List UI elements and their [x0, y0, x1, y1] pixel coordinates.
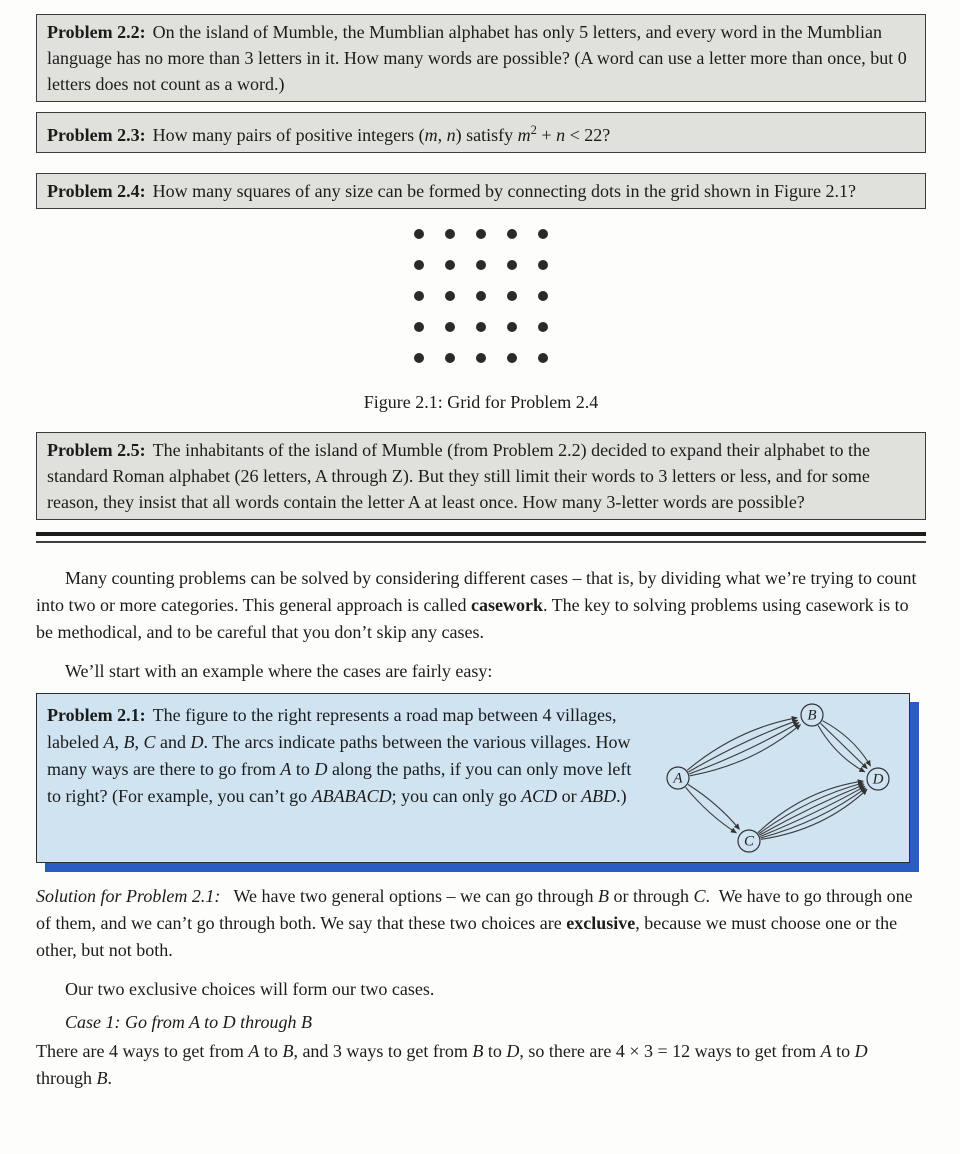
text-segment: ABABACD: [311, 786, 392, 806]
text-segment: m: [517, 125, 531, 145]
text-segment: . The arcs indicate paths between the various villages. How many ways are there to go from: [47, 732, 631, 779]
grid-dot: [538, 291, 548, 301]
text-segment: to: [259, 1041, 283, 1061]
text-segment: through: [36, 1068, 97, 1088]
problem-2-1-label: Problem 2.1:: [47, 705, 146, 725]
text-segment: to: [831, 1041, 855, 1061]
text-segment: . We have to go through one of them, and we can’t go through both. We say that these two choices are: [36, 886, 918, 933]
text-segment: Our two exclusive choices will form our two cases.: [65, 979, 435, 999]
problem-2-5-text: [47, 440, 870, 512]
text-segment: D: [190, 732, 204, 752]
text-segment: A: [280, 759, 292, 779]
text-segment: ABD: [581, 786, 617, 806]
problem-2-1-paragraph: [47, 700, 649, 810]
text-segment: or: [557, 786, 582, 806]
figure-caption: Figure 2.1: Grid for Problem 2.4: [363, 392, 599, 412]
text-segment: B: [597, 886, 609, 906]
road-arc-C-D: [761, 789, 867, 839]
textbook-page: [36, 0, 926, 1092]
problem-2-2-text: [47, 22, 907, 94]
road-arc-C-D: [760, 786, 865, 836]
grid-dot: [445, 260, 455, 270]
cases-paragraph: [36, 976, 926, 1003]
case-1-body: [36, 1038, 926, 1092]
grid-dot: [538, 260, 548, 270]
problem-box-2-4: [36, 173, 926, 209]
grid-dot: [476, 260, 486, 270]
text-segment: D: [314, 759, 328, 779]
text-segment: D: [854, 1041, 868, 1061]
text-segment: B: [282, 1041, 294, 1061]
problem-box-2-5: [36, 432, 926, 520]
text-segment: C: [693, 886, 706, 906]
problem-box-2-3: [36, 112, 926, 153]
road-arc-B-D: [821, 723, 868, 768]
dot-row: [414, 229, 548, 239]
text-segment: , so there are 4 × 3 = 12 ways to get from: [519, 1041, 821, 1061]
grid-dot: [414, 260, 424, 270]
village-node-label-D: D: [872, 771, 884, 788]
problem-2-4-paragraph: [47, 178, 915, 204]
text-segment: The figure to the right represents a road map between 4 villages, labeled: [47, 705, 617, 752]
problem-box-2-1: [36, 693, 910, 863]
text-segment: A: [103, 732, 115, 752]
grid-dot: [507, 322, 517, 332]
grid-dot: [538, 353, 548, 363]
divider-thin-line: [36, 541, 926, 543]
text-segment: ,: [437, 125, 447, 145]
dot-row: [414, 260, 548, 270]
text-segment: and: [155, 732, 191, 752]
grid-dot: [445, 229, 455, 239]
problem-2-3-text: [153, 125, 611, 145]
problem-2-5-label: Problem 2.5:: [47, 440, 146, 460]
text-segment: We have two general options – we can go through: [229, 886, 598, 906]
text-segment: exclusive: [566, 913, 636, 933]
village-node-label-B: B: [807, 707, 817, 724]
dot-row: [414, 322, 548, 332]
divider-thick-line: [36, 532, 926, 536]
text-segment: B: [96, 1068, 108, 1088]
problem-2-4-text: [153, 181, 856, 201]
lead-in-paragraph: [36, 658, 926, 685]
problem-2-2-paragraph: [47, 19, 915, 97]
text-segment: +: [536, 125, 557, 145]
text-segment: n: [556, 125, 566, 145]
road-arc-A-B: [688, 720, 798, 772]
grid-dot: [507, 260, 517, 270]
text-segment: How many pairs of positive integers (: [152, 125, 425, 145]
text-segment: D: [506, 1041, 520, 1061]
dot-grid: [414, 229, 548, 363]
text-segment: How many squares of any size can be formed by connecting dots in the grid shown in Figure 2.1?: [152, 181, 856, 201]
grid-dot: [445, 291, 455, 301]
road-arc-C-D: [760, 785, 865, 836]
road-arc-C-D: [758, 781, 863, 833]
text-segment: We’ll start with an example where the cases are fairly easy:: [65, 661, 493, 681]
text-segment: B: [472, 1041, 484, 1061]
text-segment: . The key to solving problems using casework is to be methodical, and to be careful that you don’t skip any cases.: [36, 595, 909, 642]
text-segment: .): [616, 786, 627, 806]
text-segment: Solution for Problem 2.1:: [36, 886, 221, 906]
grid-dot: [414, 322, 424, 332]
grid-dot: [445, 353, 455, 363]
problem-2-3-paragraph: [47, 117, 915, 148]
text-segment: .: [107, 1068, 112, 1088]
road-arc-A-C: [688, 785, 739, 830]
grid-dot: [445, 322, 455, 332]
text-segment: to: [483, 1041, 507, 1061]
text-segment: ; you can only go: [391, 786, 522, 806]
text-segment: C: [143, 732, 156, 752]
text-segment: Case 1: Go from A to D through B: [65, 1012, 313, 1032]
text-segment: A: [248, 1041, 260, 1061]
problem-box-2-2: [36, 14, 926, 102]
text-segment: B: [123, 732, 135, 752]
text-segment: ,: [134, 732, 144, 752]
grid-dot: [414, 291, 424, 301]
road-map-svg: [649, 700, 899, 856]
grid-dot: [538, 322, 548, 332]
problem-2-4-label: Problem 2.4:: [47, 181, 146, 201]
grid-dot: [414, 353, 424, 363]
text-segment: Many counting problems can be solved by considering different cases – that is, by dividing what we’re trying to count into two or more categories. This general approach is called: [36, 568, 917, 615]
text-segment: m: [424, 125, 438, 145]
road-arc-A-B: [689, 723, 799, 774]
text-segment: The inhabitants of the island of Mumble (from Problem 2.2) decided to expand their alphabet to the standard Roman alphabet (26 letters, A through Z). But they still limit their words to 3 letters or less, and for some reason, they insist that all words contain the letter A at least once. How many 3-letter words are possible?: [47, 440, 870, 512]
text-segment: or through: [608, 886, 694, 906]
dot-row: [414, 353, 548, 363]
grid-dot: [476, 322, 486, 332]
text-segment: ACD: [521, 786, 558, 806]
section-divider: [36, 532, 926, 543]
text-segment: , because we must choose one or the other, but not both.: [36, 913, 902, 960]
text-segment: On the island of Mumble, the Mumblian alphabet has only 5 letters, and every word in the Mumblian language has no more than 3 letters in it. How many words are possible? (A word can use a letter more than once, but 0 letters does not count as a word.): [47, 22, 907, 94]
problem-2-3-label: Problem 2.3:: [47, 125, 146, 145]
dot-row: [414, 291, 548, 301]
grid-dot: [476, 229, 486, 239]
road-arc-A-C: [686, 787, 737, 833]
case-1-title: [36, 1009, 926, 1036]
grid-dot: [414, 229, 424, 239]
grid-dot: [476, 291, 486, 301]
grid-dot: [538, 229, 548, 239]
village-node-label-C: C: [743, 833, 755, 850]
problem-2-2-label: Problem 2.2:: [47, 22, 146, 42]
text-segment: casework: [471, 595, 543, 615]
grid-dot: [507, 229, 517, 239]
text-segment: 2: [530, 123, 537, 137]
text-segment: < 22?: [565, 125, 611, 145]
text-segment: n: [446, 125, 456, 145]
village-node-label-A: A: [673, 770, 683, 787]
text-segment: to: [291, 759, 315, 779]
text-segment: ,: [114, 732, 124, 752]
intro-paragraph: [36, 565, 926, 646]
problem-2-5-paragraph: [47, 437, 915, 515]
text-segment: There are 4 ways to get from: [36, 1041, 249, 1061]
text-segment: , and 3 ways to get from: [293, 1041, 473, 1061]
text-segment: along the paths, if you can only move left to right? (For example, you can’t go: [47, 759, 632, 806]
grid-dot: [507, 353, 517, 363]
figure-2-1: [36, 229, 926, 416]
solution-paragraph: [36, 883, 926, 964]
text-segment: ) satisfy: [455, 125, 518, 145]
grid-dot: [476, 353, 486, 363]
grid-dot: [507, 291, 517, 301]
text-segment: A: [820, 1041, 832, 1061]
